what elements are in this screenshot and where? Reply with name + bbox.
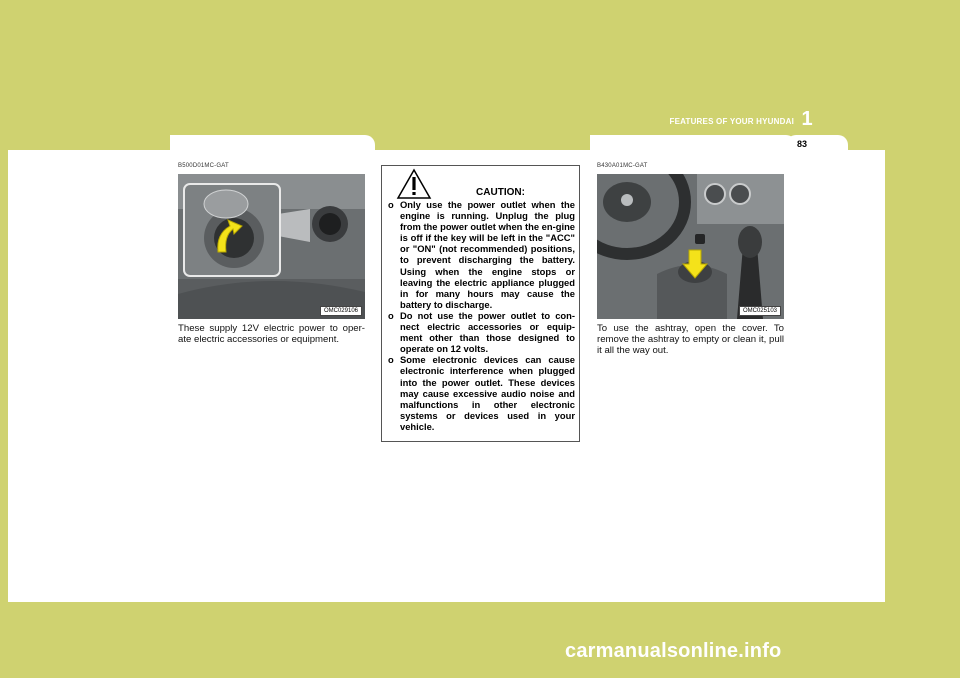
section-title-power-outlet: POWER OUTLET <box>178 137 295 153</box>
caution-bullet: o <box>388 354 394 366</box>
caution-item <box>388 354 575 432</box>
section-code-power-outlet: B500D01MC-GAT <box>178 163 229 169</box>
ashtray-illustration <box>597 174 784 319</box>
left-strip <box>0 0 8 678</box>
ashtray-description: To use the ashtray, open the cover. To remove the ashtray to empty or clean it, pull it all the way out. <box>597 323 784 356</box>
ashtray-photo <box>597 174 784 319</box>
chapter-title: FEATURES OF YOUR HYUNDAI <box>669 117 794 126</box>
chapter-number: 1 <box>801 108 813 130</box>
page-number: 83 <box>796 139 807 149</box>
watermark: carmanualsonline.info <box>565 640 782 662</box>
caution-box <box>381 165 580 442</box>
footer-band <box>0 602 960 678</box>
section-title-ashtray: ASHTRAY <box>597 137 666 153</box>
photo-label-power-outlet: OMC029106 <box>320 306 362 316</box>
power-outlet-photo <box>178 174 365 319</box>
power-outlet-description: These supply 12V electric power to oper-ate electric accessories or equipment. <box>178 323 365 345</box>
caution-item-text: Do not use the power outlet to con-nect electric accessories or equip-ment other than those designed to operate on 12 volts. <box>400 309 575 355</box>
caution-item <box>388 310 575 354</box>
photo-label-ashtray: OMC025103 <box>739 306 781 316</box>
caution-list <box>388 199 575 432</box>
caution-item <box>388 199 575 310</box>
section-code-ashtray: B430A01MC-GAT <box>597 163 648 169</box>
side-band <box>885 0 960 678</box>
power-outlet-illustration <box>178 174 365 319</box>
caution-item-text: Some electronic devices can cause electronic interference when plugged into the power outlet. These devices may cause excessive audio noise and malfunctions in other electronic systems or devices used in your vehicle. <box>400 354 575 432</box>
caution-bullet: o <box>388 199 394 210</box>
caution-title: CAUTION: <box>476 187 525 198</box>
caution-bullet: o <box>388 309 394 321</box>
caution-item-text: Only use the power outlet when the engine is running. Unplug the plug from the power outlet when the en-gine is off if the key will be left in the "ACC" or "ON" (not recommended) positions, to prevent discharging the battery. Using when the engine stops or leaving the electric appliance plugged in for many hours may cause the battery to discharge. <box>400 199 576 310</box>
